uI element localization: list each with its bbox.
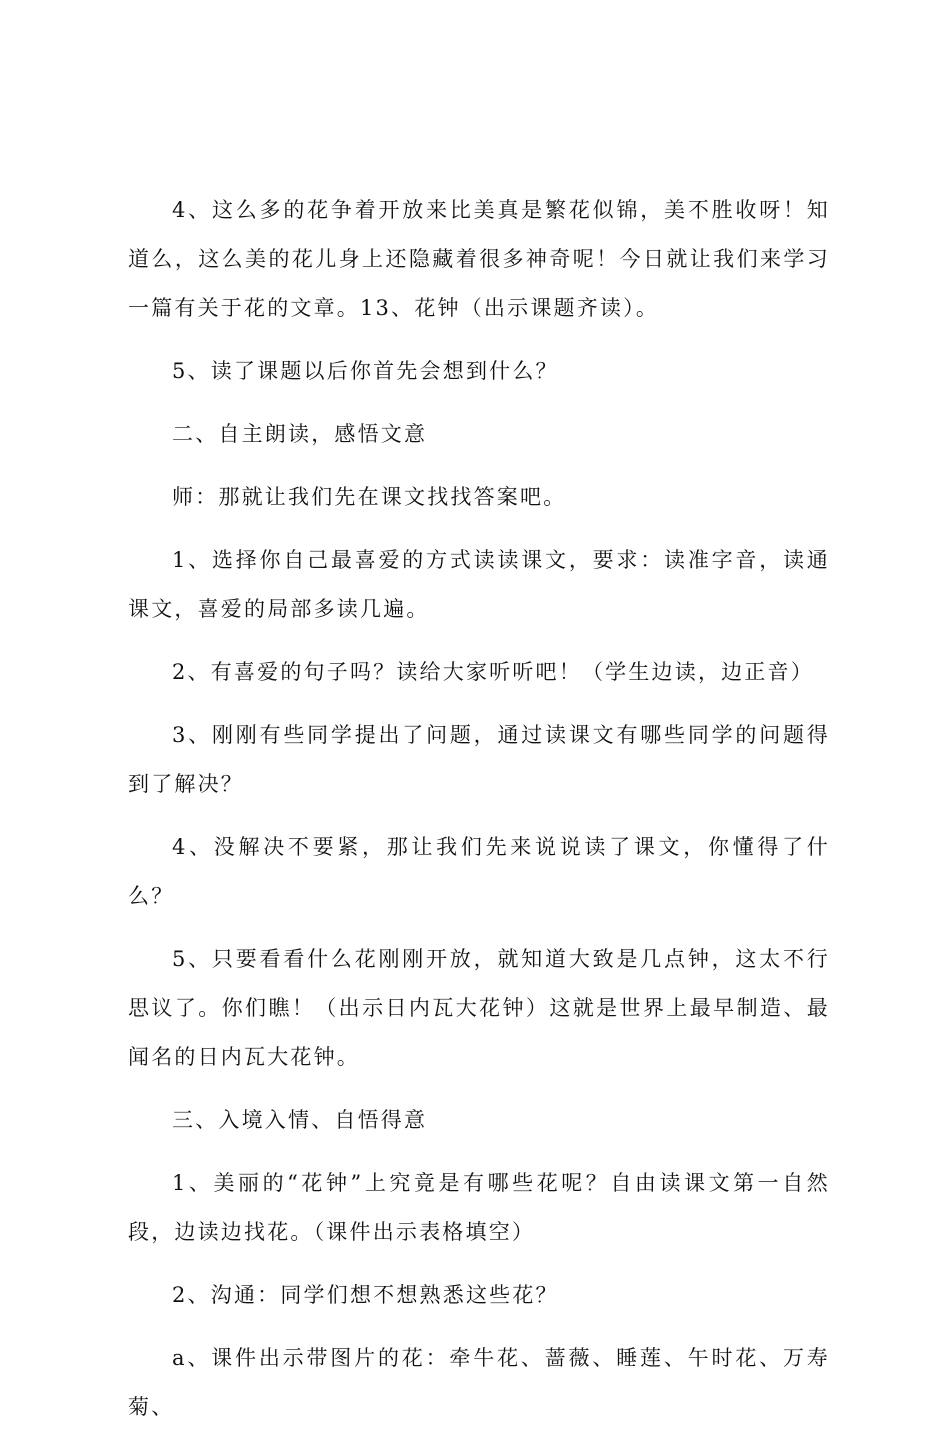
section-heading-reading: 二、自主朗读，感悟文意	[172, 422, 428, 446]
paragraph-flower-list: a、课件出示带图片的花：牵牛花、蔷薇、睡莲、午时花、万寿菊、	[128, 1346, 830, 1419]
document-body	[128, 186, 830, 1432]
paragraph-teacher-prompt: 师：那就让我们先在课文找找答案吧。	[172, 485, 567, 509]
paragraph-step-4: 4、没解决不要紧，那让我们先来说说读了课文，你懂得了什么？	[128, 835, 830, 908]
paragraph-step-1: 1、选择你自己最喜爱的方式读读课文，要求：读准字音，读通课文，喜爱的局部多读几遍。	[128, 548, 830, 621]
paragraph-question-title: 5、读了课题以后你首先会想到什么？	[172, 359, 559, 383]
paragraph-flower-clock-question: 1、美丽的“花钟”上究竟是有哪些花呢？自由读课文第一自然段，边读边找花。（课件出示表格填空）	[128, 1171, 830, 1244]
paragraph-step-2: 2、有喜爱的句子吗？读给大家听听吧！（学生边读，边正音）	[172, 660, 814, 684]
paragraph-step-3: 3、刚刚有些同学提出了问题，通过读课文有哪些同学的问题得到了解决？	[128, 723, 830, 796]
paragraph-communicate: 2、沟通：同学们想不想熟悉这些花？	[172, 1283, 559, 1307]
paragraph-step-5: 5、只要看看什么花刚刚开放，就知道大致是几点钟，这太不行思议了。你们瞧！（出示日内瓦大花钟）这就是世界上最早制造、最闻名的日内瓦大花钟。	[128, 947, 830, 1069]
paragraph-intro-flowers: 4、这么多的花争着开放来比美真是繁花似锦，美不胜收呀！知道么，这么美的花儿身上还隐藏着很多神奇呢！今日就让我们来学习一篇有关于花的文章。13、花钟（出示课题齐读）。	[128, 198, 830, 320]
section-heading-immersion: 三、入境入情、自悟得意	[172, 1108, 428, 1132]
